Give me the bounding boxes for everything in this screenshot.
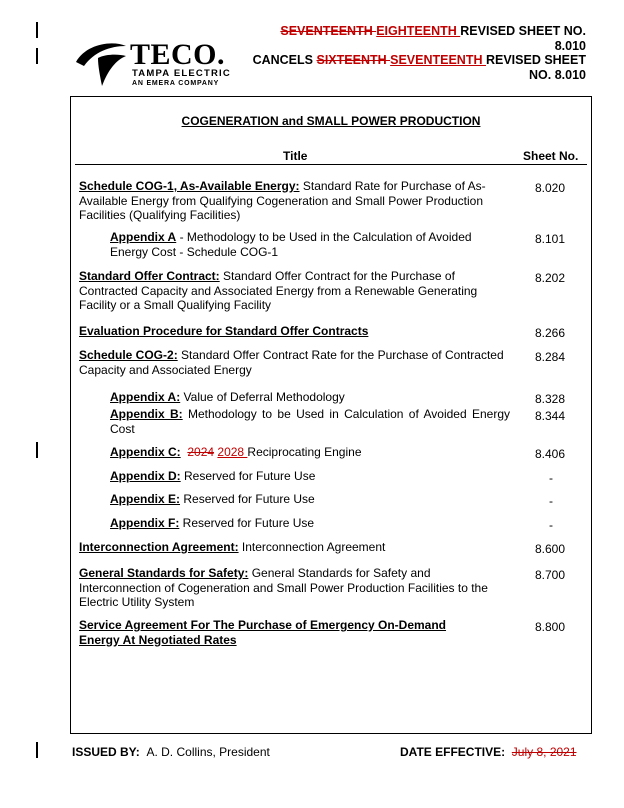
issued-by-label: ISSUED BY: <box>72 745 140 759</box>
header-text: CANCELS <box>252 53 317 67</box>
entry-label: Evaluation Procedure for Standard Offer Contracts <box>79 324 369 338</box>
index-entry <box>79 618 469 647</box>
revision-line-4: NO. 8.010 <box>529 67 586 82</box>
sheet-number: 8.202 <box>535 271 566 285</box>
entry-text: - Methodology to be Used in the Calculation of Avoided Energy Cost - Schedule COG-1 <box>110 230 472 259</box>
entry-label: Schedule COG-1, As-Available Energy: <box>79 179 300 193</box>
company-logo <box>72 38 252 90</box>
column-header-sheet: Sheet No. <box>523 149 579 163</box>
entry-label: General Standards for Safety: <box>79 566 249 580</box>
entry-text: Methodology to be Used in Calculation of Avoided Energy Cost <box>110 407 510 436</box>
entry-label: Appendix F: <box>110 516 180 530</box>
entry-label: Appendix A <box>110 230 177 244</box>
index-entry <box>79 566 511 610</box>
entry-text: General Standards for Safety and Interconnection of Cogeneration and Small Power Production Facilities to the Electric Utility System <box>79 566 488 609</box>
logo-parent-company: AN EMERA COMPANY <box>132 80 220 87</box>
entry-label: Appendix B: <box>110 407 183 421</box>
entry-label: Appendix D: <box>110 469 181 483</box>
revision-line-1 <box>226 24 586 39</box>
entry-label: Interconnection Agreement: <box>79 540 239 554</box>
entry-text: Standard Offer Contract for the Purchase of Contracted Capacity and Associated Energy from a Renewable Generating Facility or a Small Qualifying Facility <box>79 269 478 312</box>
issued-by <box>72 745 270 759</box>
sheet-number: 8.020 <box>535 181 566 195</box>
header-text: REVISED SHEET <box>485 53 586 67</box>
logo-subtitle: TAMPA ELECTRIC <box>132 68 231 79</box>
sheet-number: - <box>549 471 553 485</box>
sheet-number: 8.700 <box>535 568 566 582</box>
index-entry <box>79 348 511 377</box>
sheet-number: - <box>549 494 553 508</box>
entry-text: Interconnection Agreement <box>238 540 386 554</box>
entry-label: Appendix A: <box>110 390 181 404</box>
entry-text: Reserved for Future Use <box>180 469 316 483</box>
index-entry <box>110 445 510 460</box>
index-entry <box>110 407 510 436</box>
entry-label: Appendix E: <box>110 492 181 506</box>
inserted-text: 2028 <box>217 445 248 459</box>
sheet-number: 8.284 <box>535 350 566 364</box>
date-effective-label: DATE EFFECTIVE: <box>400 745 506 759</box>
sheet-number: 8.344 <box>535 409 566 423</box>
entry-text: Standard Rate for Purchase of As-Available Energy from Qualifying Cogeneration and Small Power Production Facilities (Qualifying Facilities) <box>79 179 486 222</box>
index-entry <box>110 516 510 531</box>
sheet-revision-header <box>226 24 586 82</box>
entry-label: Appendix C: <box>110 445 181 459</box>
entry-text: Value of Deferral Methodology <box>180 390 345 404</box>
header-rule <box>75 164 587 165</box>
index-entry <box>79 179 511 223</box>
inserted-text: SEVENTEENTH <box>390 53 486 67</box>
index-entry <box>110 469 510 484</box>
entry-label: Standard Offer Contract: <box>79 269 220 283</box>
sheet-number: 8.800 <box>535 620 566 634</box>
document-frame <box>70 96 592 734</box>
index-entry <box>110 230 510 259</box>
entry-text: Standard Offer Contract Rate for the Purchase of Contracted Capacity and Associated Energy <box>79 348 504 377</box>
deleted-text: 2024 <box>187 445 215 459</box>
deleted-text: SIXTEENTH <box>316 53 391 67</box>
index-entry <box>79 540 511 555</box>
entry-text: Reserved for Future Use <box>179 516 315 530</box>
column-header-title: Title <box>283 149 308 163</box>
entry-text: Reserved for Future Use <box>180 492 315 506</box>
logo-name: TECO. <box>130 38 226 71</box>
header-text: REVISED SHEET NO. <box>460 24 586 38</box>
date-effective-value: July 8, 2021 <box>511 745 577 759</box>
sheet-number: 8.600 <box>535 542 566 556</box>
date-effective <box>400 745 577 759</box>
revision-line-2: 8.010 <box>554 38 586 53</box>
revision-bar <box>36 48 38 64</box>
teco-swoosh-icon <box>72 40 128 88</box>
revision-bar <box>36 22 38 38</box>
entry-label: Schedule COG-2: <box>79 348 178 362</box>
index-entry <box>79 269 511 313</box>
revision-bar <box>36 742 38 758</box>
index-entry <box>79 324 511 339</box>
sheet-number: 8.266 <box>535 326 566 340</box>
issued-by-value: A. D. Collins, President <box>146 745 270 759</box>
inserted-text: EIGHTEENTH <box>376 24 461 38</box>
index-entry <box>110 492 510 507</box>
deleted-text: SEVENTEENTH <box>280 24 377 38</box>
entry-label: Service Agreement For The Purchase of Emergency On-Demand Energy At Negotiated Rates <box>79 618 447 647</box>
document-title: COGENERATION and SMALL POWER PRODUCTION <box>181 114 481 128</box>
sheet-number: - <box>549 518 553 532</box>
index-entry <box>110 390 510 405</box>
sheet-number: 8.101 <box>535 232 566 246</box>
entry-text: Reciprocating Engine <box>247 445 362 459</box>
revision-bar <box>36 442 38 458</box>
sheet-number: 8.328 <box>535 392 566 406</box>
sheet-number: 8.406 <box>535 447 566 461</box>
revision-line-3 <box>226 53 586 68</box>
